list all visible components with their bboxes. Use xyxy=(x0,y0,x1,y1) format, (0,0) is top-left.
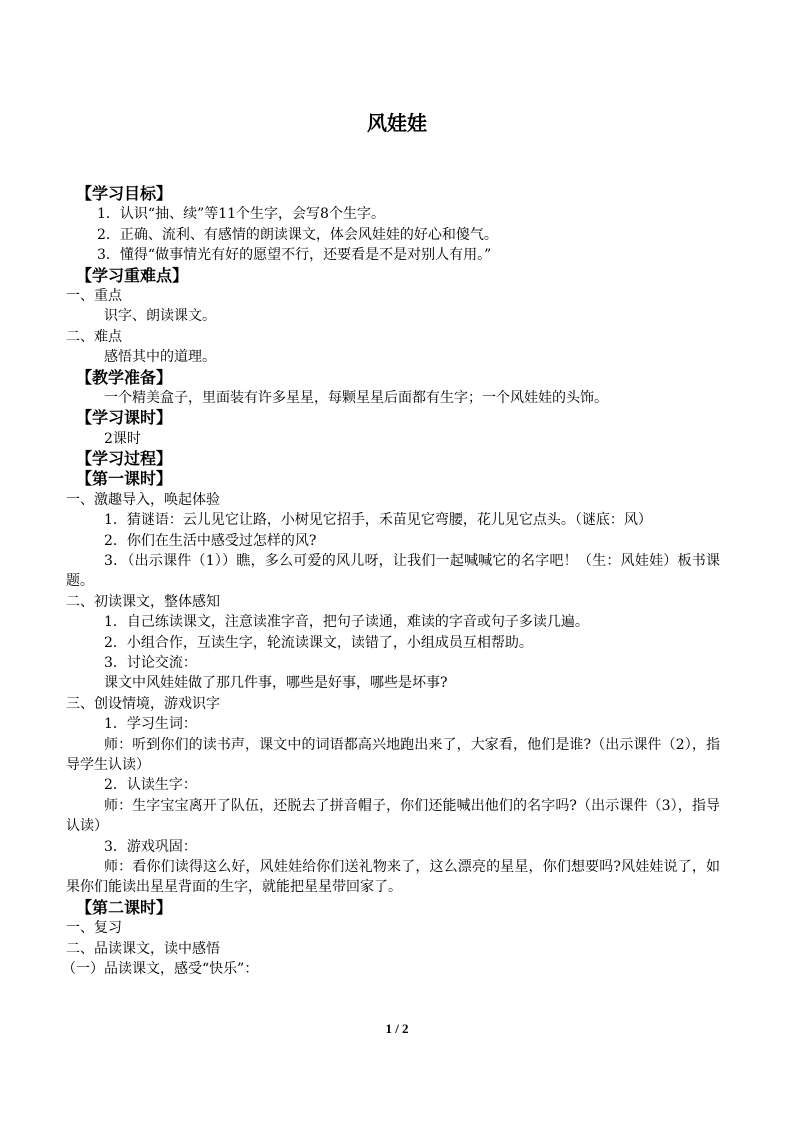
paragraph: 1．猜谜语：云儿见它让路，小树见它招手，禾苗见它弯腰，花儿见它点头。（谜底：风） xyxy=(104,512,652,529)
section-heading-hours: 【学习课时】 xyxy=(76,408,173,428)
paragraph: 感悟其中的道理。 xyxy=(104,349,216,366)
paragraph: 3．讨论交流： xyxy=(104,655,197,672)
section-heading-key-points: 【学习重难点】 xyxy=(76,265,189,285)
paragraph-wrapped xyxy=(66,796,720,837)
subsection-label: （一）品读课文，感受“快乐”： xyxy=(62,960,259,977)
paragraph: 师：生字宝宝离开了队伍，还脱去了拼音帽子，你们还能喊出他们的名字吗?（出示课件（3），指导认读） xyxy=(66,797,720,835)
paragraph-wrapped xyxy=(66,551,720,592)
paragraph: 师：看你们读得这么好，风娃娃给你们送礼物来了，这么漂亮的星星，你们想要吗?风娃娃说了，如果你们能读出星星背面的生字，就能把星星带回家了。 xyxy=(66,859,720,896)
goal-item: 3．懂得“做事情光有好的愿望不行，还要看是不是对别人有用。” xyxy=(97,247,492,264)
paragraph: 2．小组合作，互读生字，轮流读课文，读错了，小组成员互相帮助。 xyxy=(104,634,533,651)
section-heading-lesson-1: 【第一课时】 xyxy=(76,469,173,489)
paragraph: 识字、朗读课文。 xyxy=(104,308,216,325)
paragraph: 一个精美盒子，里面装有许多星星，每颗星星后面都有生字；一个风娃娃的头饰。 xyxy=(104,389,608,406)
subsection-label: 一、激趣导入，唤起体验 xyxy=(66,491,220,508)
subsection-label: 二、难点 xyxy=(66,328,122,345)
subsection-label: 三、创设情境，游戏识字 xyxy=(66,695,220,712)
subsection-label: 一、重点 xyxy=(66,287,122,304)
section-heading-goals: 【学习目标】 xyxy=(76,184,173,203)
paragraph: 课文中风娃娃做了那几件事，哪些是好事，哪些是坏事? xyxy=(104,675,448,692)
document-body xyxy=(62,184,720,979)
section-heading-process: 【学习过程】 xyxy=(76,449,173,469)
section-heading-preparation: 【教学准备】 xyxy=(76,367,173,387)
page-number: 1 / 2 xyxy=(385,1021,409,1036)
paragraph: 师：听到你们的读书声，课文中的词语都高兴地跑出来了，大家看，他们是谁?（出示课件（2），指导学生认读） xyxy=(66,736,720,773)
subsection-label: 二、品读课文，读中感悟 xyxy=(66,940,220,957)
paragraph: 2课时 xyxy=(104,430,141,447)
paragraph: 3．游戏巩固： xyxy=(104,838,197,855)
paragraph: 3．（出示课件（1））瞧，多么可爱的风儿呀，让我们一起喊喊它的名字吧！（生：风娃娃）板书课题。 xyxy=(66,553,720,590)
subsection-label: 一、复习 xyxy=(66,920,122,937)
paragraph: 2．你们在生活中感受过怎样的风? xyxy=(104,532,317,549)
subsection-label: 二、初读课文，整体感知 xyxy=(66,593,220,610)
paragraph: 1．学习生词： xyxy=(104,716,197,733)
paragraph: 2．认读生字： xyxy=(104,777,197,794)
section-heading-lesson-2: 【第二课时】 xyxy=(76,897,173,917)
goal-item: 1．认识“抽、续”等11个生字，会写8个生字。 xyxy=(97,206,385,223)
paragraph-wrapped xyxy=(66,735,720,776)
goal-item: 2．正确、流利、有感情的朗读课文，体会风娃娃的好心和傻气。 xyxy=(97,226,498,243)
paragraph-wrapped xyxy=(66,510,720,530)
document-title: 风娃娃 xyxy=(367,111,427,135)
paragraph: 1．自己练读课文，注意读准字音，把句子读通，难读的字音或句子多读几遍。 xyxy=(104,614,589,631)
paragraph-wrapped xyxy=(66,857,720,898)
